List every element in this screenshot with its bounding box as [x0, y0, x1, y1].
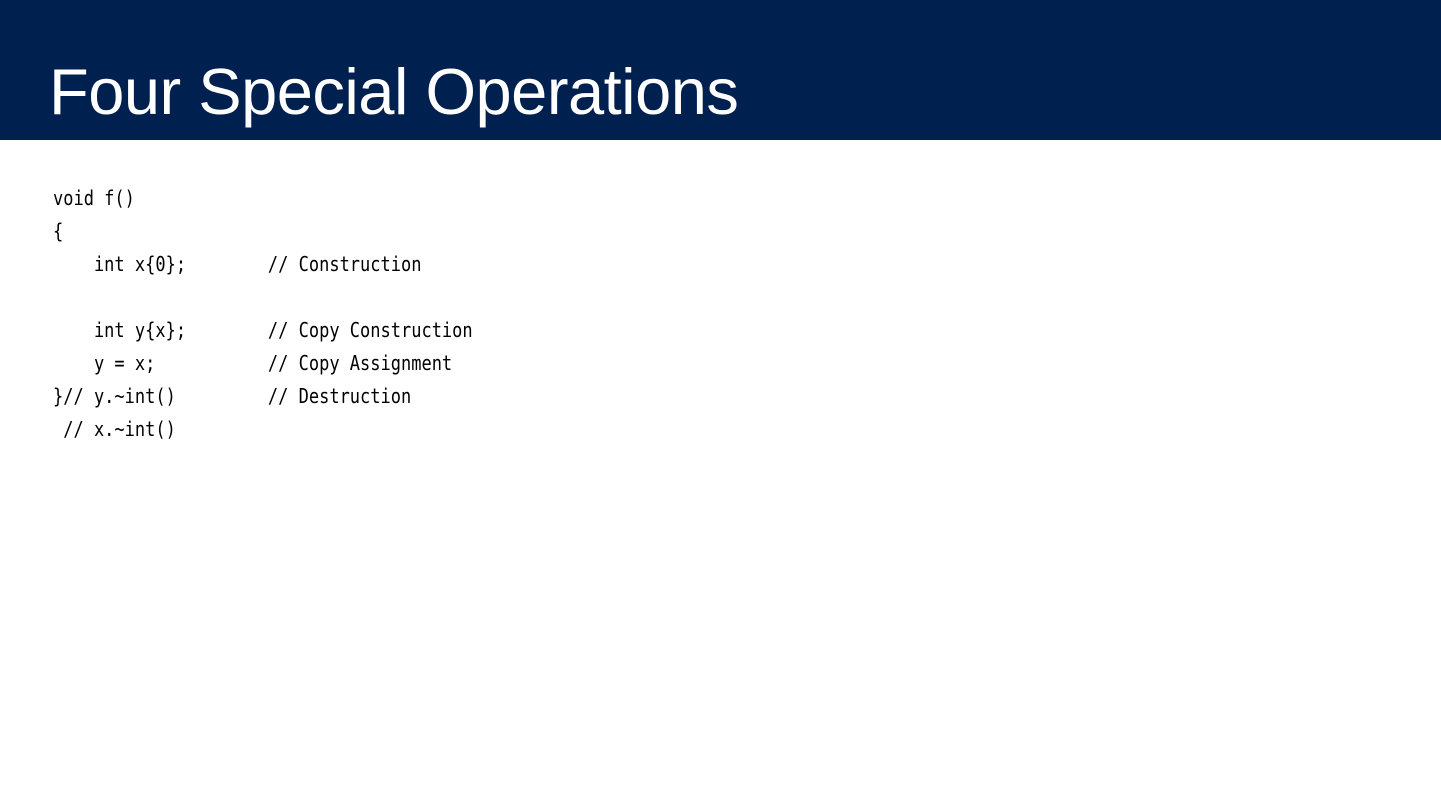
code-line [53, 314, 547, 347]
code-block [53, 182, 547, 446]
code-line [53, 380, 547, 413]
code-line [53, 281, 547, 314]
code-text: }// y.~int() // Destruction [53, 384, 412, 408]
code-text: { [53, 219, 64, 243]
code-line [53, 413, 547, 446]
code-text: y = x; // Copy Assignment [53, 351, 453, 375]
code-line [53, 248, 547, 281]
code-line [53, 182, 547, 215]
code-text: // x.~int() [53, 417, 176, 441]
code-text: int x{0}; // Construction [53, 252, 422, 276]
code-text: void f() [53, 186, 135, 210]
slide-title: Four Special Operations [49, 55, 739, 128]
code-line [53, 215, 547, 248]
title-bar [0, 0, 1441, 140]
code-text: int y{x}; // Copy Construction [53, 318, 473, 342]
code-line [53, 347, 547, 380]
